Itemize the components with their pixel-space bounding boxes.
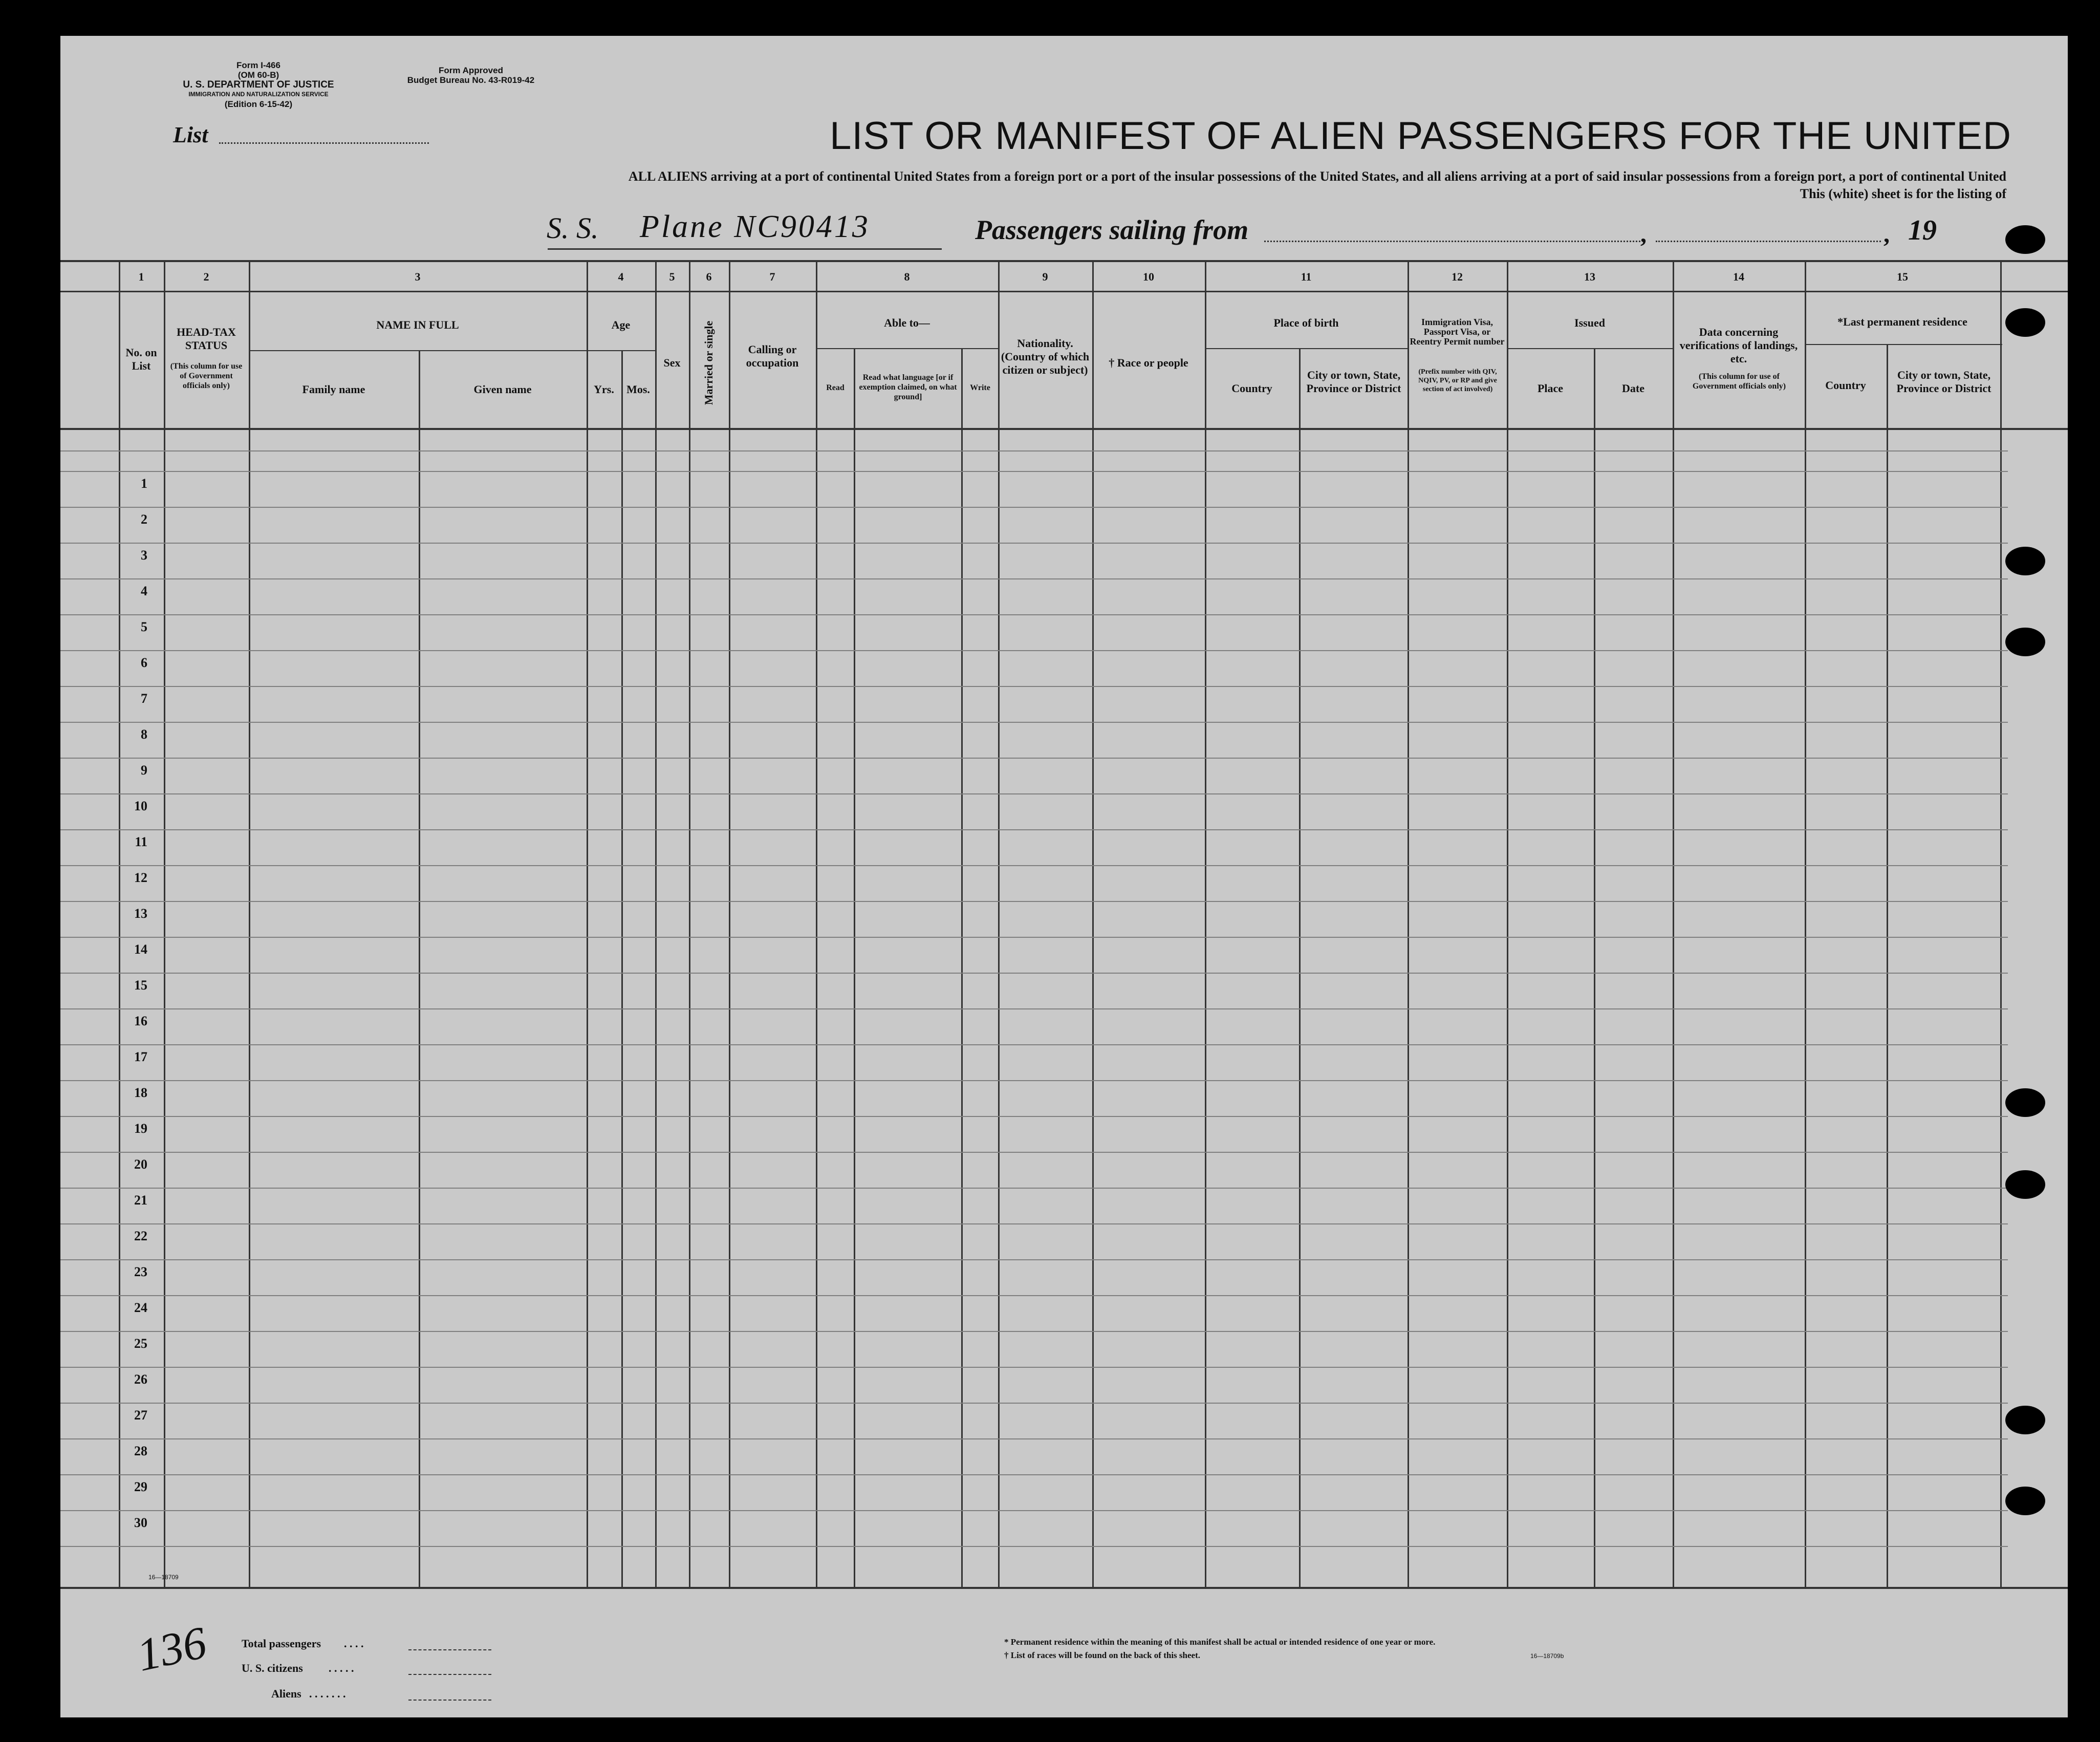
- row-number: 25: [134, 1336, 147, 1351]
- print-code-right: 16—18709b: [1530, 1652, 1564, 1660]
- punch-hole: [2005, 628, 2045, 656]
- row-number: 18: [134, 1085, 147, 1100]
- col-divider-13b: [1594, 349, 1595, 1587]
- header-sex: Sex: [663, 356, 681, 369]
- row-number: 27: [134, 1408, 147, 1423]
- handwritten-sheet-number: 136: [133, 1617, 211, 1681]
- col-divider-4: [587, 260, 588, 1587]
- header-family-name: Family name: [302, 383, 365, 396]
- ledger-line: [60, 1259, 2008, 1260]
- colnum-11: 11: [1301, 270, 1312, 283]
- ledger-line: [60, 686, 2008, 687]
- colnum-3: 3: [415, 270, 421, 283]
- col-divider-1: [119, 260, 120, 1587]
- header-no-on-list: No. on List: [125, 346, 157, 372]
- colnum-14: 14: [1733, 270, 1744, 283]
- col-divider-4b: [621, 351, 623, 1587]
- aliens-label: Aliens: [271, 1687, 301, 1700]
- header-visa-note: (Prefix number with QIV, NQIV, PV, or RP and give section of act involved): [1418, 368, 1497, 393]
- ledger-line: [60, 722, 2008, 723]
- ledger-line: [60, 1367, 2008, 1368]
- colnum-5: 5: [669, 270, 675, 283]
- ledger-line: [60, 1295, 2008, 1296]
- header-bottom-border: [60, 428, 2068, 430]
- birth-subheader-line: [1206, 348, 1408, 349]
- residence-footnote: * Permanent residence within the meaning of this manifest shall be actual or intended residence of one year or more.: [1004, 1637, 1436, 1647]
- punch-hole: [2005, 308, 2045, 337]
- row-number: 21: [134, 1193, 147, 1208]
- row-number: 1: [141, 476, 147, 491]
- ledger-line: [60, 1152, 2008, 1153]
- punch-hole: [2005, 547, 2045, 575]
- header-able-to: Able to—: [884, 316, 930, 329]
- ss-underline: [548, 248, 942, 250]
- ledger-line: [60, 1116, 2008, 1117]
- department-name: U. S. DEPARTMENT OF JUSTICE: [183, 79, 334, 90]
- us-citizens-dots: . . . . .: [329, 1662, 354, 1674]
- list-label: List: [173, 122, 208, 147]
- total-passengers-label: Total passengers: [242, 1637, 321, 1650]
- form-approved: Form Approved: [439, 66, 503, 75]
- row-number: 24: [134, 1300, 147, 1315]
- ledger-line: [60, 829, 2008, 830]
- header-race: † Race or people: [1109, 356, 1188, 369]
- row-number: 29: [134, 1479, 147, 1494]
- ledger-line: [60, 901, 2008, 902]
- row-number: 20: [134, 1157, 147, 1172]
- colnum-13: 13: [1584, 270, 1595, 283]
- us-citizens-field[interactable]: [408, 1674, 491, 1675]
- races-footnote: † List of races will be found on the back of this sheet.: [1004, 1650, 1200, 1660]
- header-data-note: (This column for use of Government officials only): [1692, 372, 1786, 391]
- ledger-line: [60, 471, 2008, 472]
- row-number: 19: [134, 1121, 147, 1136]
- row-number: 5: [141, 619, 147, 634]
- row-number: 26: [134, 1372, 147, 1387]
- header-read: Read: [826, 383, 845, 392]
- row-number: 30: [134, 1515, 147, 1530]
- header-head-tax-note: (This column for use of Government officials only): [170, 362, 243, 390]
- ledger-line: [60, 614, 2008, 615]
- col-divider-15b: [1887, 345, 1888, 1587]
- colnum-15: 15: [1897, 270, 1908, 283]
- header-head-tax: HEAD-TAX STATUS: [177, 326, 236, 352]
- able-subheader-line: [817, 348, 999, 349]
- ledger-line: [60, 1546, 2008, 1547]
- ledger-line: [60, 1510, 2008, 1511]
- year-prefix: 19: [1908, 214, 1937, 246]
- om-number: (OM 60-B): [237, 70, 279, 80]
- row-number: 14: [134, 942, 147, 957]
- row-number: 8: [141, 727, 147, 742]
- ledger-line: [60, 507, 2008, 508]
- col-divider-11b: [1299, 349, 1301, 1587]
- col-divider-3b: [419, 351, 420, 1587]
- ledger-line: [60, 543, 2008, 544]
- ledger-line: [60, 793, 2008, 794]
- col-divider-2: [164, 260, 165, 1587]
- colnum-2: 2: [203, 270, 209, 283]
- punch-hole: [2005, 1170, 2045, 1199]
- total-passengers-field[interactable]: [408, 1649, 491, 1650]
- header-visa: Immigration Visa, Passport Visa, or Reentry Permit number: [1410, 317, 1505, 347]
- header-issued-date: Date: [1622, 382, 1644, 395]
- row-number: 3: [141, 548, 147, 563]
- colnum-1: 1: [138, 270, 144, 283]
- header-given-name: Given name: [473, 383, 532, 396]
- aliens-field[interactable]: [408, 1700, 491, 1701]
- col-divider-12: [1408, 260, 1409, 1587]
- ledger-line: [60, 973, 2008, 974]
- header-issued: Issued: [1574, 316, 1605, 329]
- manifest-sheet: [60, 36, 2068, 1717]
- header-name-in-full: NAME IN FULL: [376, 318, 459, 331]
- header-birth-city: City or town, State, Province or District: [1306, 369, 1401, 395]
- header-nationality: Nationality. (Country of which citizen or subject): [1001, 337, 1090, 376]
- sailing-from-label: Passengers sailing from: [975, 214, 1249, 245]
- ledger-line: [60, 1474, 2008, 1475]
- approval-block: [389, 66, 553, 85]
- punch-hole: [2005, 1487, 2045, 1515]
- header-age: Age: [611, 318, 631, 331]
- row-number: 7: [141, 691, 147, 706]
- ledger-line: [60, 1008, 2008, 1009]
- ledger-line: [60, 1188, 2008, 1189]
- print-code-left: 16—18709: [148, 1574, 179, 1581]
- punch-hole: [2005, 1406, 2045, 1434]
- colnum-9: 9: [1042, 270, 1048, 283]
- col-divider-8b: [854, 349, 855, 1587]
- col-divider-9: [998, 260, 1000, 1587]
- comma-2: ,: [1883, 221, 1890, 248]
- edition-date: (Edition 6-15-42): [224, 99, 293, 109]
- ledger-line: [60, 1223, 2008, 1224]
- header-issued-place: Place: [1537, 382, 1564, 395]
- us-citizens-label: U. S. citizens: [242, 1662, 303, 1674]
- row-number: 22: [134, 1229, 147, 1243]
- column-number-divider: [60, 291, 2068, 292]
- col-divider-14: [1673, 260, 1674, 1587]
- header-place-of-birth: Place of birth: [1273, 316, 1339, 329]
- ledger-line: [60, 758, 2008, 759]
- row-number: 6: [141, 655, 147, 670]
- colnum-8: 8: [904, 270, 910, 283]
- ledger-line: [60, 1403, 2008, 1404]
- colnum-4: 4: [618, 270, 624, 283]
- col-divider-5: [655, 260, 657, 1587]
- ledger-line: [60, 650, 2008, 651]
- ledger-line: [60, 937, 2008, 938]
- comma-1: ,: [1640, 221, 1647, 248]
- ledger-line: [60, 1080, 2008, 1081]
- punch-hole: [2005, 1088, 2045, 1117]
- header-birth-country: Country: [1231, 382, 1272, 395]
- date-field[interactable]: [1656, 241, 1881, 242]
- ss-label: S. S.: [547, 211, 599, 245]
- header-married-single: Married or single: [702, 320, 715, 405]
- row-number: 10: [134, 799, 147, 813]
- budget-bureau: Budget Bureau No. 43-R019-42: [407, 75, 535, 85]
- ledger-line: [60, 1438, 2008, 1439]
- col-divider-11: [1205, 260, 1206, 1587]
- row-number: 28: [134, 1444, 147, 1458]
- row-number: 9: [141, 763, 147, 778]
- row-number: 13: [134, 906, 147, 921]
- punch-hole: [2005, 225, 2045, 254]
- row-number: 17: [134, 1049, 147, 1064]
- header-write: Write: [970, 383, 990, 392]
- col-divider-13: [1507, 260, 1508, 1587]
- col-divider-15: [1805, 260, 1806, 1587]
- col-divider-10: [1092, 260, 1094, 1587]
- header-last-residence: *Last permanent residence: [1837, 315, 1967, 328]
- header-residence-city: City or town, State, Province or District: [1896, 369, 1991, 395]
- row-number: 11: [135, 834, 147, 849]
- manifest-title: LIST OR MANIFEST OF ALIEN PASSENGERS FOR THE UNITED: [830, 114, 2011, 158]
- issued-subheader-line: [1508, 348, 1674, 349]
- header-read-what: Read what language [or if exemption claimed, on what ground]: [859, 373, 957, 401]
- form-number: Form I-466: [236, 60, 280, 70]
- row-number: 16: [134, 1014, 147, 1028]
- colnum-12: 12: [1452, 270, 1463, 283]
- list-number-field[interactable]: [219, 142, 429, 144]
- residence-subheader-line: [1806, 344, 2002, 345]
- table-top-border: [60, 260, 2068, 262]
- col-divider-right: [2000, 260, 2002, 1587]
- ledger-line: [60, 450, 2008, 451]
- ledger-line: [60, 1331, 2008, 1332]
- row-number: 15: [134, 978, 147, 993]
- header-residence-country: Country: [1825, 379, 1866, 392]
- row-number: 12: [134, 870, 147, 885]
- form-identifier-block: [148, 60, 369, 109]
- col-divider-3: [249, 260, 250, 1587]
- aliens-dots: . . . . . . .: [309, 1687, 346, 1700]
- col-divider-7: [729, 260, 730, 1587]
- colnum-6: 6: [706, 270, 712, 283]
- sailing-from-field[interactable]: [1264, 241, 1640, 242]
- service-name: IMMIGRATION AND NATURALIZATION SERVICE: [188, 91, 329, 98]
- col-divider-6: [689, 260, 690, 1587]
- subtitle-line-2: This (white) sheet is for the listing of: [1800, 186, 2006, 201]
- header-calling: Calling or occupation: [746, 343, 799, 369]
- header-data-concerning: Data concerning verifications of landings, etc.: [1679, 326, 1798, 365]
- header-years: Yrs.: [594, 383, 614, 396]
- ledger-line: [60, 1044, 2008, 1045]
- row-number: 2: [141, 512, 147, 527]
- ss-handwritten-name[interactable]: Plane NC90413: [640, 209, 870, 244]
- table-bottom-border: [60, 1587, 2068, 1589]
- colnum-7: 7: [769, 270, 775, 283]
- total-passengers-dots: . . . .: [344, 1637, 364, 1650]
- header-months: Mos.: [626, 383, 650, 396]
- colnum-10: 10: [1143, 270, 1154, 283]
- ledger-line: [60, 578, 2008, 579]
- subtitle-line-1: ALL ALIENS arriving at a port of continental United States from a foreign port or a port of the insular possessions of the United States, and all aliens arriving at a port of said insular possessions from a foreign port, a port of continental United: [628, 169, 2006, 184]
- col-divider-8c: [961, 349, 963, 1587]
- col-divider-8: [816, 260, 817, 1587]
- row-number: 4: [141, 584, 147, 598]
- ledger-line: [60, 865, 2008, 866]
- row-number: 23: [134, 1264, 147, 1279]
